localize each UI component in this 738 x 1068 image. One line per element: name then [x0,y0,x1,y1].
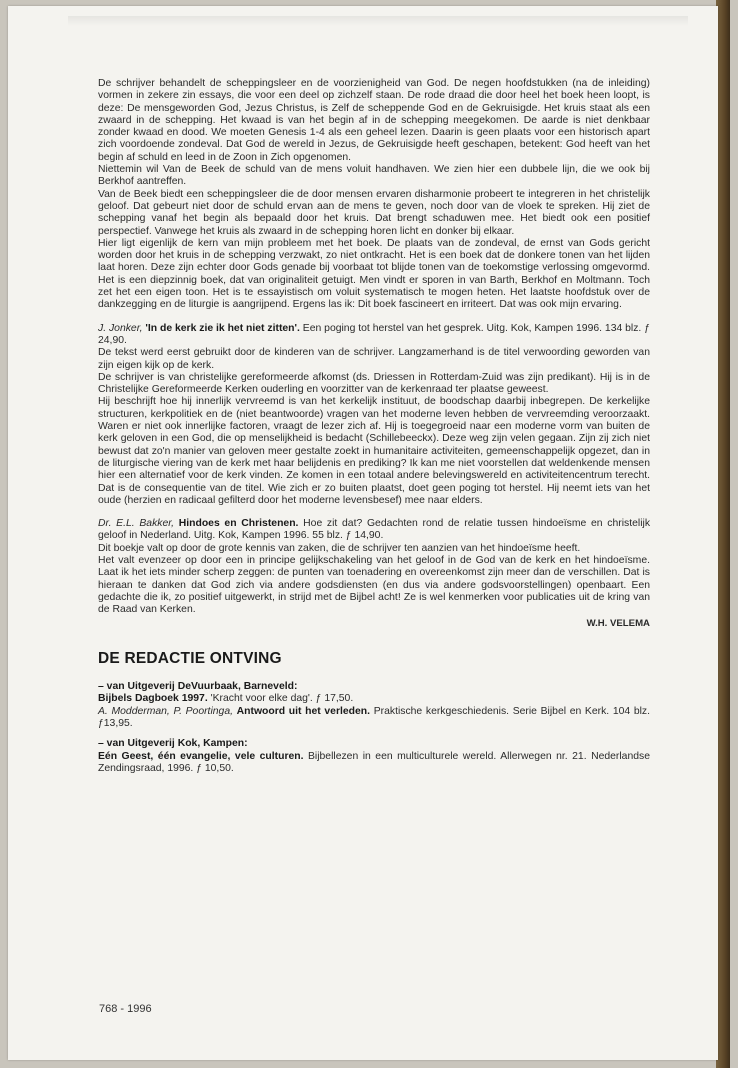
review-1-paragraph: Hier ligt eigenlijk de kern van mijn probleem met het boek. De plaats van de zondeval, de ernst van Gods gericht worden door het kruis in de schepping verzwakt, zo niet ontkracht. Het is een boek dat de donkere tonen van het lijden laat horen. Deze zijn echter door Gods genade bij voorbaat tot blijde tonen van de toekomstige verlossing omgevormd. Het is een diepzinnig boek, dat van originaliteit getuigt. Men vindt er sporen in van Barth, Berkhof en Moltmann. Toch zet het een eigen toon. Het is te essayistisch om voluit systematisch te mogen heten. Het laatste hoofdstuk over de dankzegging en de liturgie is aangrijpend. Ergens las ik: Dit boek fascineert en irriteert. Dat was ook mijn ervaring. [98,237,650,311]
review-2-title: 'In de kerk zie ik het niet zitten'. [145,322,300,334]
entry-title: Antwoord uit het verleden. [236,705,371,717]
received-group-vuurbaak [98,681,650,730]
page-content [98,78,650,775]
page-number-footer: 768 - 1996 [99,1003,152,1015]
entry-meta: Bijbellezen in een multiculturele wereld. Allerwegen nr. 21. Nederlandse Zendingsraad, 1996. ƒ 10,50. [98,750,650,774]
reviewer-signature: W.H. VELEMA [586,618,650,630]
received-entry [98,706,650,731]
received-entry [98,693,650,705]
review-2-meta: Een poging tot herstel van het gesprek. Uitg. Kok, Kampen 1996. 134 blz. ƒ 24,90. [98,322,650,346]
review-3-title: Hindoes en Christenen. [178,518,299,530]
publisher-line: – van Uitgeverij DeVuurbaak, Barneveld: [98,681,298,693]
received-group-kok [98,738,650,775]
publisher-line: – van Uitgeverij Kok, Kampen: [98,738,248,750]
entry-author: A. Modderman, P. Poortinga, [98,705,233,717]
book-spine-edge [716,0,730,1068]
review-3-paragraph: Het valt evenzeer op door een in principe gelijkschakeling van het geloof in de God van de kerk en het hindoeïsme. Laat ik het iets minder scherp zeggen: de punten van toenadering en overeenkomst zijn meer dan de verschillen. Dat is hieraan te danken dat God zich via andere godsdiensten (en dus via andere godsvoorstellingen) openbaart. Een gedachte die ik, zo positief uitgewerkt, in strijd met de Bijbel acht! Ze is wel kenmerken voor publicaties uit de kring van de Raad van Kerken. [98,554,650,616]
section-heading: DE REDACTIE ONTVING [98,649,282,667]
review-2-paragraph: Hij beschrijft hoe hij innerlijk vervreemd is van het kerkelijk instituut, de boodschap daarbij inbegrepen. De kerkelijke structuren, kerkpolitiek en de (niet beantwoorde) vragen van het moderne leven hebben de vervreemding veroorzaakt. Waren er niet ook innerlijke factoren, vraagt de lezer zich af. Hij is toegegroeid naar een moderne vorm van buiten de kerk geloven in een God, die op menselijkheid is bedacht (Schillebeeckx). Deze weg zijn velen gegaan. Zijn zij zich niet bewust dat zo'n manier van geloven meer gestalte zoekt in humanitaire activiteiten, gemeenschappelijk opgezet, dan in de liturgische viering van de kerk met haar belijdenis en prediking? Ik kan me niet voorstellen dat weldenkende mensen hier een alternatief voor de kerk vinden. Ze komen in een totaal andere belevingswereld en activiteitencentrum terecht. Dat is de consequentie van de titel. Wie zich er zo buiten plaatst, doet geen poging tot herstel. Hij neemt iets van het oude (herzien en radicaal gefilterd door het moderne levensbesef) mee naar elders. [98,396,650,506]
review-1-paragraph: De schrijver behandelt de scheppingsleer en de voorzienigheid van God. De negen hoofdstukken (na de inleiding) vormen in zekere zin essays, die voor een deel op zichzelf staan. De rode draad die door heel het boek heen loopt, is deze: De mensgeworden God, Jezus Christus, is Zelf de scheppende God en de Gekruisigde. Het kruis staat als een zwaard in de schepping. Het kwaad is van het begin af in de schepping meegekomen. De aarde is niet denkbaar zonder kwaad en dood. We moeten Genesis 1-4 als een geheel lezen. Daarin is geen plaats voor een historisch apart zich voordoende zondeval. Dat God de wereld in Jezus, de Gekruisigde heeft geschapen, betekent: God heeft van het begin af schuld en leed in de Zoon in Zich opgenomen. [98,78,650,163]
review-3-paragraph: Dit boekje valt op door de grote kennis van zaken, die de schrijver ten aanzien van het hindoeïsme heeft. [98,542,581,554]
review-3-meta: Hoe zit dat? Gedachten rond de relatie tussen hindoeïsme en christelijk geloof in Nederland. Uitg. Kok, Kampen 1996. 55 blz. ƒ 14,90. [98,518,651,542]
review-3-citation [98,518,650,543]
review-2 [98,323,650,507]
entry-title: Bijbels Dagboek 1997. [98,693,208,705]
review-2-paragraph: De tekst werd eerst gebruikt door de kinderen van de schrijver. Langzamerhand is de titel verwoording geworden van zijn eigen kijk op de kerk. [98,347,650,371]
received-entry [98,751,650,776]
review-2-citation [98,323,650,348]
review-1 [98,78,650,312]
review-2-author: J. Jonker, [98,322,143,334]
review-1-paragraph: Van de Beek biedt een scheppingsleer die de door mensen ervaren disharmonie probeert te integreren in het christelijk geloof. Dat gebeurt niet door de schuld ervan aan de mens te geven, noch door van de vloek te spreken. Hij ziet de schepping vanaf het begin als bepaald door het kruis. Dat brengt schaduwen mee. Het biedt ook een positief perspectief. Vanwege het kruis als zwaard in de schepping horen licht en donker bij elkaar. [98,188,650,237]
review-2-paragraph: De schrijver is van christelijke gereformeerde afkomst (ds. Driessen in Rotterdam-Zuid was zijn predikant). Hij is in de Christelijke Gereformeerde Kerken ouderling en voorzitter van de kerkenraad ter plaatse geweest. [98,371,650,396]
entry-meta: 'Kracht voor elke dag'. ƒ 17,50. [210,693,354,705]
review-1-paragraph: Niettemin wil Van de Beek de schuld van de mens voluit handhaven. We zien hier een dubbele lijn, die we ook bij Berkhof aantreffen. [98,164,650,188]
entry-meta: Praktische kerkgeschiedenis. Serie Bijbel en Kerk. 104 blz. ƒ13,95. [98,705,651,729]
review-3-author: Dr. E.L. Bakker, [98,518,175,530]
show-through-bleed [68,16,688,26]
review-3 [98,518,650,616]
entry-title: Eén Geest, één evangelie, vele culturen. [98,750,304,762]
